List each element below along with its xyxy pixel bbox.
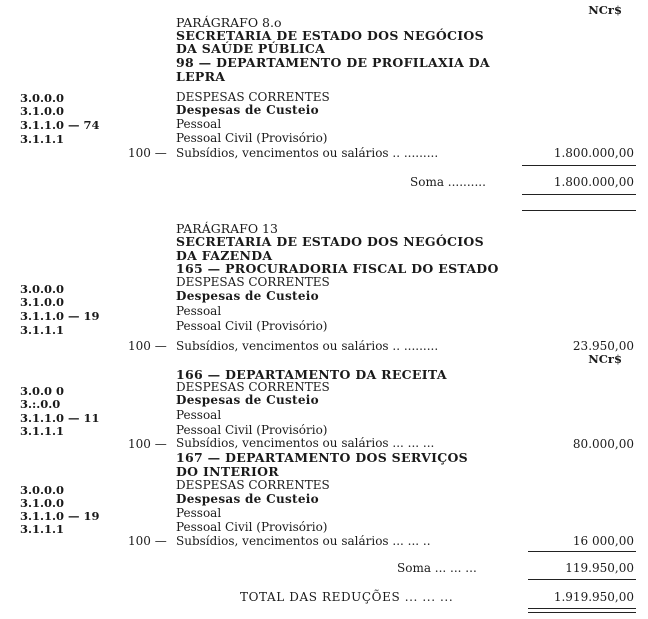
sum-rule <box>528 579 636 580</box>
sum-rule <box>522 165 636 166</box>
code-line: 3.0.0.0 <box>20 282 65 296</box>
category-label: Pessoal <box>176 117 222 131</box>
category-label: DESPESAS CORRENTES <box>176 275 330 289</box>
currency-label: NCr$ <box>588 3 622 17</box>
item-number: 100 — <box>128 534 167 548</box>
total-double-rule <box>528 608 636 613</box>
item-label: Subsídios, vencimentos ou salários .. ......... <box>176 146 439 160</box>
code-line: 3.1.0.0 <box>20 104 65 118</box>
item-label: Subsídios, vencimentos ou salários ... ... ... <box>176 436 435 450</box>
paragraph-8-heading: PARÁGRAFO 8.o <box>176 15 282 30</box>
code-line: 3.1.1.0 — 11 <box>20 411 100 425</box>
category-label: Pessoal <box>176 408 222 422</box>
item-label: Subsídios, vencimentos ou salários .. ......... <box>176 339 439 353</box>
category-label: DESPESAS CORRENTES <box>176 478 330 492</box>
dept-167-title-line-1: 167 — DEPARTAMENTO DOS SERVIÇOS <box>176 450 468 465</box>
currency-label: NCr$ <box>588 352 622 366</box>
item-number: 100 — <box>128 339 167 353</box>
code-line: 3.0.0.0 <box>20 91 65 105</box>
secretaria-saude-line-1: SECRETARIA DE ESTADO DOS NEGÓCIOS <box>176 28 484 43</box>
secretaria-fazenda-line-2: DA FAZENDA <box>176 248 273 263</box>
category-label: Pessoal <box>176 506 222 520</box>
code-line: 3.1.1.0 — 74 <box>20 118 100 132</box>
category-label: Pessoal Civil (Provisório) <box>176 131 328 145</box>
item-label: Subsídios, vencimentos ou salários ... ... .. <box>176 534 431 548</box>
code-line: 3.:.0.0 <box>20 397 61 411</box>
item-value: 23.950,00 <box>572 339 634 353</box>
code-line: 3.1.0.0 <box>20 295 65 309</box>
code-line: 3.1.0.0 <box>20 496 65 510</box>
soma-value: 119.950,00 <box>565 561 634 575</box>
dept-98-title-line-2: LEPRA <box>176 69 226 84</box>
code-line: 3.0.0.0 <box>20 483 65 497</box>
category-label: Pessoal <box>176 304 222 318</box>
code-line: 3.1.1.0 — 19 <box>20 309 100 323</box>
category-label: Despesas de Custeio <box>176 289 319 303</box>
secretaria-saude-line-2: DA SAÚDE PÚBLICA <box>176 41 326 56</box>
category-label: Pessoal Civil (Provisório) <box>176 319 328 333</box>
category-label: DESPESAS CORRENTES <box>176 90 330 104</box>
code-line: 3.0.0 0 <box>20 384 65 398</box>
item-value: 1.800.000,00 <box>553 146 634 160</box>
code-line: 3.1.1.1 <box>20 132 65 146</box>
code-line: 3.1.1.0 — 19 <box>20 509 100 523</box>
code-line: 3.1.1.1 <box>20 522 65 536</box>
item-number: 100 — <box>128 437 167 451</box>
category-label: Despesas de Custeio <box>176 103 319 117</box>
item-number: 100 — <box>128 146 167 160</box>
soma-label: Soma ... ... ... <box>397 561 477 575</box>
total-label: TOTAL DAS REDUÇÕES ... ... ... <box>240 590 454 604</box>
total-value: 1.919.950,00 <box>553 590 634 604</box>
sum-rule <box>522 194 636 195</box>
secretaria-fazenda-line-1: SECRETARIA DE ESTADO DOS NEGÓCIOS <box>176 234 484 249</box>
code-line: 3.1.1.1 <box>20 323 65 337</box>
dept-167-title-line-2: DO INTERIOR <box>176 464 279 479</box>
soma-value: 1.800.000,00 <box>553 175 634 189</box>
item-value: 80.000,00 <box>572 437 634 451</box>
category-label: DESPESAS CORRENTES <box>176 380 330 394</box>
category-label: Pessoal Civil (Provisório) <box>176 423 328 437</box>
sum-rule <box>522 210 636 211</box>
category-label: Despesas de Custeio <box>176 492 319 506</box>
dept-165-title: 165 — PROCURADORIA FISCAL DO ESTADO <box>176 261 499 276</box>
code-line: 3.1.1.1 <box>20 424 65 438</box>
item-value: 16 000,00 <box>572 534 634 548</box>
sum-rule <box>528 551 636 552</box>
soma-label: Soma .......... <box>410 175 486 189</box>
dept-98-title-line-1: 98 — DEPARTAMENTO DE PROFILAXIA DA <box>176 55 490 70</box>
category-label: Pessoal Civil (Provisório) <box>176 520 328 534</box>
category-label: Despesas de Custeio <box>176 393 319 407</box>
paragraph-13-heading: PARÁGRAFO 13 <box>176 221 278 236</box>
dept-166-title: 166 — DEPARTAMENTO DA RECEITA <box>176 367 447 382</box>
